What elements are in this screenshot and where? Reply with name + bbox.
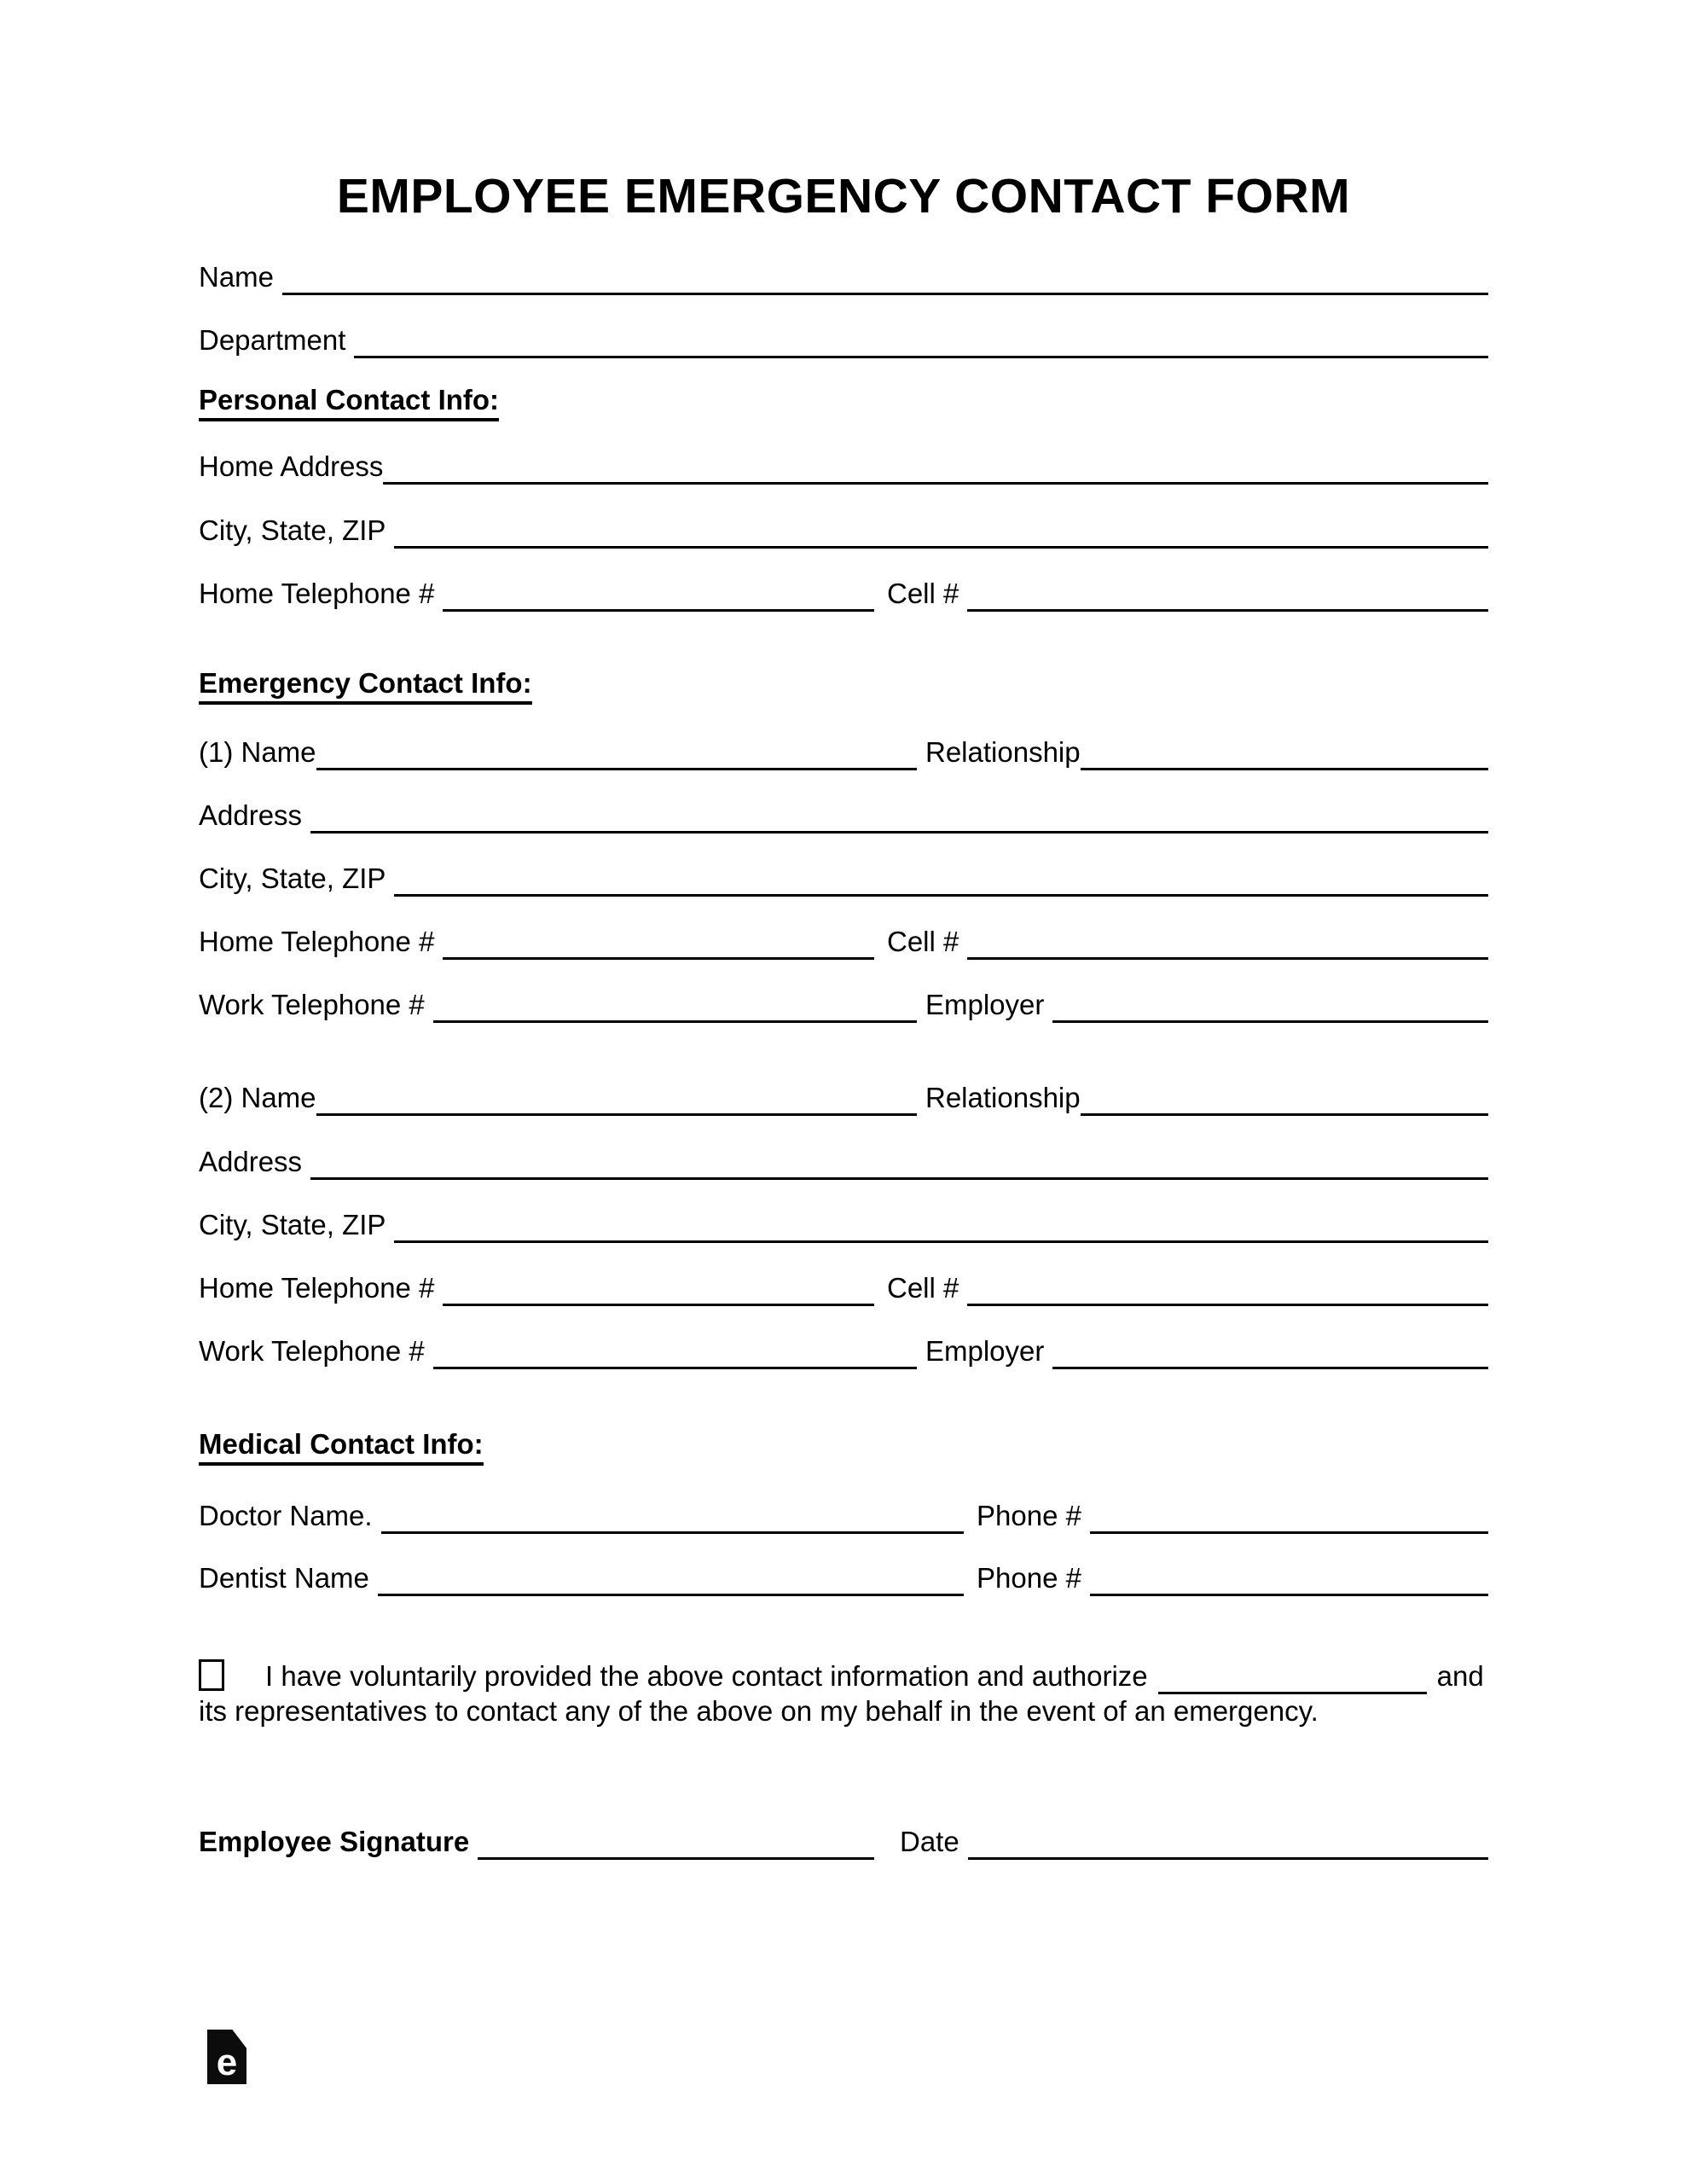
personal-contact-heading: Personal Contact Info: bbox=[199, 386, 499, 421]
dentist-phone-label: Phone # bbox=[977, 1562, 1081, 1594]
ec2-address-blank-line[interactable] bbox=[310, 1141, 1488, 1180]
department-blank-line[interactable] bbox=[354, 320, 1488, 358]
ec2-name-blank-line[interactable] bbox=[316, 1077, 917, 1116]
employee-signature-blank-line[interactable] bbox=[478, 1821, 874, 1860]
personal-home-telephone-blank-line[interactable] bbox=[443, 573, 874, 612]
ec1-cell-blank-line[interactable] bbox=[967, 921, 1488, 960]
ec1-employer-label: Employer bbox=[925, 989, 1045, 1020]
ec2-cell-blank-line[interactable] bbox=[967, 1268, 1488, 1306]
authorize-company-blank-line[interactable] bbox=[1158, 1656, 1427, 1694]
doctor-name-blank-line[interactable] bbox=[381, 1496, 964, 1534]
cell-label: Cell # bbox=[887, 578, 959, 609]
ec1-city-state-zip-label: City, State, ZIP bbox=[199, 863, 386, 894]
doctor-name-label: Doctor Name. bbox=[199, 1500, 373, 1531]
dentist-name-label: Dentist Name bbox=[199, 1562, 369, 1594]
ec1-city-state-zip-row bbox=[199, 861, 1488, 897]
ec2-city-state-zip-row bbox=[199, 1207, 1488, 1243]
ec1-work-row bbox=[199, 987, 1488, 1023]
ec1-address-row bbox=[199, 798, 1488, 834]
emergency-contact-heading: Emergency Contact Info: bbox=[199, 669, 532, 705]
ec2-address-row bbox=[199, 1144, 1488, 1180]
ec2-work-telephone-label: Work Telephone # bbox=[199, 1335, 425, 1367]
ec1-work-telephone-blank-line[interactable] bbox=[433, 985, 917, 1023]
ec1-employer-blank-line[interactable] bbox=[1052, 985, 1488, 1023]
signature-row bbox=[199, 1824, 1488, 1860]
ec1-name-row bbox=[199, 735, 1488, 770]
date-label: Date bbox=[900, 1826, 959, 1857]
dentist-row bbox=[199, 1560, 1488, 1596]
ec2-address-label: Address bbox=[199, 1146, 303, 1177]
doctor-phone-label: Phone # bbox=[977, 1500, 1081, 1531]
ec1-address-label: Address bbox=[199, 799, 303, 831]
ec2-phone-row bbox=[199, 1270, 1488, 1306]
ec2-cell-label: Cell # bbox=[887, 1272, 959, 1304]
ec1-name-blank-line[interactable] bbox=[316, 732, 917, 770]
authorization-text-before-blank: I have voluntarily provided the above contact information and authorize bbox=[265, 1660, 1148, 1692]
dentist-phone-blank-line[interactable] bbox=[1090, 1558, 1488, 1596]
ec2-work-telephone-blank-line[interactable] bbox=[433, 1331, 917, 1369]
personal-city-state-zip-row bbox=[199, 513, 1488, 549]
dentist-name-blank-line[interactable] bbox=[378, 1558, 964, 1596]
city-state-zip-label: City, State, ZIP bbox=[199, 514, 386, 546]
doctor-row bbox=[199, 1498, 1488, 1534]
name-row bbox=[199, 259, 1488, 295]
ec1-phone-row bbox=[199, 924, 1488, 960]
ec1-relationship-blank-line[interactable] bbox=[1081, 732, 1488, 770]
personal-city-state-zip-blank-line[interactable] bbox=[394, 510, 1488, 549]
home-telephone-label: Home Telephone # bbox=[199, 578, 435, 609]
ec1-address-blank-line[interactable] bbox=[310, 795, 1488, 834]
name-label: Name bbox=[199, 261, 275, 293]
ec2-work-row bbox=[199, 1333, 1488, 1369]
authorization-line1 bbox=[199, 1658, 1488, 1694]
authorization-text-after-blank: and bbox=[1436, 1660, 1484, 1692]
ec2-name-row bbox=[199, 1080, 1488, 1116]
ec1-work-telephone-label: Work Telephone # bbox=[199, 989, 425, 1020]
ec1-city-state-zip-blank-line[interactable] bbox=[394, 858, 1488, 897]
employee-signature-label: Employee Signature bbox=[199, 1826, 470, 1857]
ec2-city-state-zip-label: City, State, ZIP bbox=[199, 1209, 386, 1240]
page-title: EMPLOYEE EMERGENCY CONTACT FORM bbox=[336, 169, 1351, 224]
ec1-name-label: (1) Name bbox=[199, 736, 316, 768]
medical-contact-heading: Medical Contact Info: bbox=[199, 1430, 484, 1466]
home-address-row bbox=[199, 449, 1488, 485]
eforms-logo bbox=[207, 2030, 246, 2084]
home-address-blank-line[interactable] bbox=[383, 446, 1488, 485]
home-address-label: Home Address bbox=[199, 450, 384, 482]
logo-letter: e bbox=[216, 2042, 238, 2083]
ec2-city-state-zip-blank-line[interactable] bbox=[394, 1205, 1488, 1243]
ec1-relationship-label: Relationship bbox=[925, 736, 1081, 768]
ec2-home-telephone-label: Home Telephone # bbox=[199, 1272, 435, 1304]
doctor-phone-blank-line[interactable] bbox=[1090, 1496, 1488, 1534]
personal-cell-blank-line[interactable] bbox=[967, 573, 1488, 612]
department-row bbox=[199, 322, 1488, 358]
authorization-line2: its representatives to contact any of the above on my behalf in the event of an emergency. bbox=[199, 1695, 1319, 1727]
ec1-home-telephone-blank-line[interactable] bbox=[443, 921, 874, 960]
department-label: Department bbox=[199, 324, 346, 356]
personal-phone-row bbox=[199, 576, 1488, 612]
ec2-employer-label: Employer bbox=[925, 1335, 1045, 1367]
ec2-name-label: (2) Name bbox=[199, 1082, 316, 1113]
authorization-checkbox[interactable] bbox=[199, 1659, 224, 1691]
ec1-cell-label: Cell # bbox=[887, 926, 959, 957]
ec1-home-telephone-label: Home Telephone # bbox=[199, 926, 435, 957]
ec2-home-telephone-blank-line[interactable] bbox=[443, 1268, 874, 1306]
name-blank-line[interactable] bbox=[282, 257, 1488, 295]
ec2-relationship-label: Relationship bbox=[925, 1082, 1081, 1113]
ec2-employer-blank-line[interactable] bbox=[1052, 1331, 1488, 1369]
ec2-relationship-blank-line[interactable] bbox=[1081, 1077, 1488, 1116]
date-blank-line[interactable] bbox=[968, 1821, 1488, 1860]
